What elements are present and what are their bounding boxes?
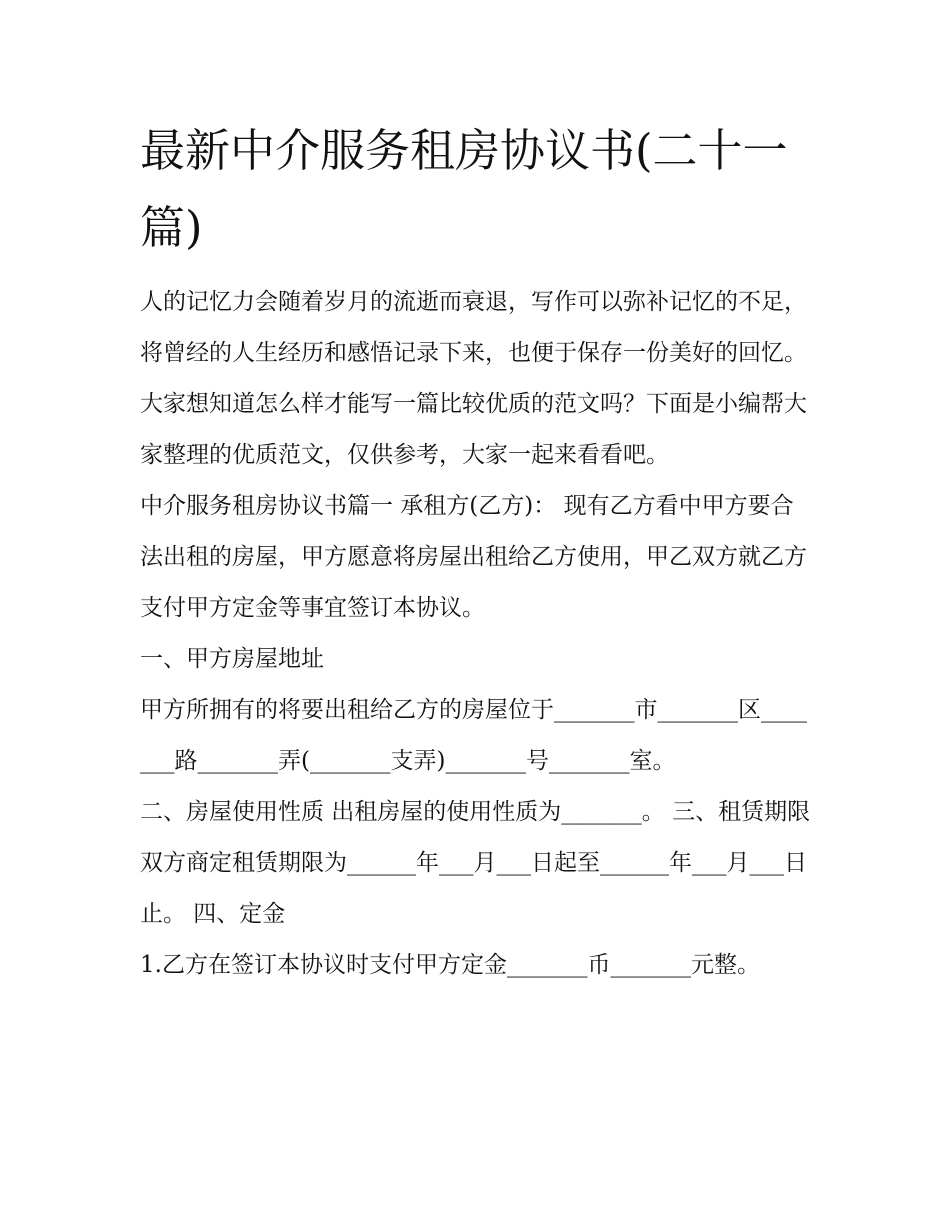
document-title: 最新中介服务租房协议书(二十一篇) [140, 124, 788, 254]
intro-paragraph: 人的记忆力会随着岁月的流逝而衰退，写作可以弥补记忆的不足，将曾经的人生经历和感悟记录下来，也便于保存一份美好的回忆。大家想知道怎么样才能写一篇比较优质的范文吗？下面是小编帮大家整理的优质范文，仅供参考，大家一起来看看吧。 [140, 289, 807, 468]
deposit-paragraph: 1.乙方在签订本协议时支付甲方定金_______币_______元整。 [140, 952, 760, 978]
house-usage-paragraph: 二、房屋使用性质 出租房屋的使用性质为_______。 三、租赁期限 [140, 799, 811, 825]
title-spacer [140, 266, 812, 277]
house-address-paragraph: 甲方所拥有的将要出租给乙方的房屋位于_______市_______区_______路_______弄(_______支弄)_______号_______室。 [140, 697, 807, 774]
lease-term-paragraph: 双方商定租赁期限为______年___月___日起至______年___月___日止。 四、定金 [140, 850, 807, 927]
section-heading-house-address: 一、甲方房屋地址 [140, 646, 324, 672]
document-body [140, 112, 812, 991]
agreement-preamble-paragraph: 中介服务租房协议书篇一 承租方(乙方)： 现有乙方看中甲方要合法出租的房屋，甲方愿意将房屋出租给乙方使用，甲乙双方就乙方支付甲方定金等事宜签订本协议。 [140, 493, 807, 621]
